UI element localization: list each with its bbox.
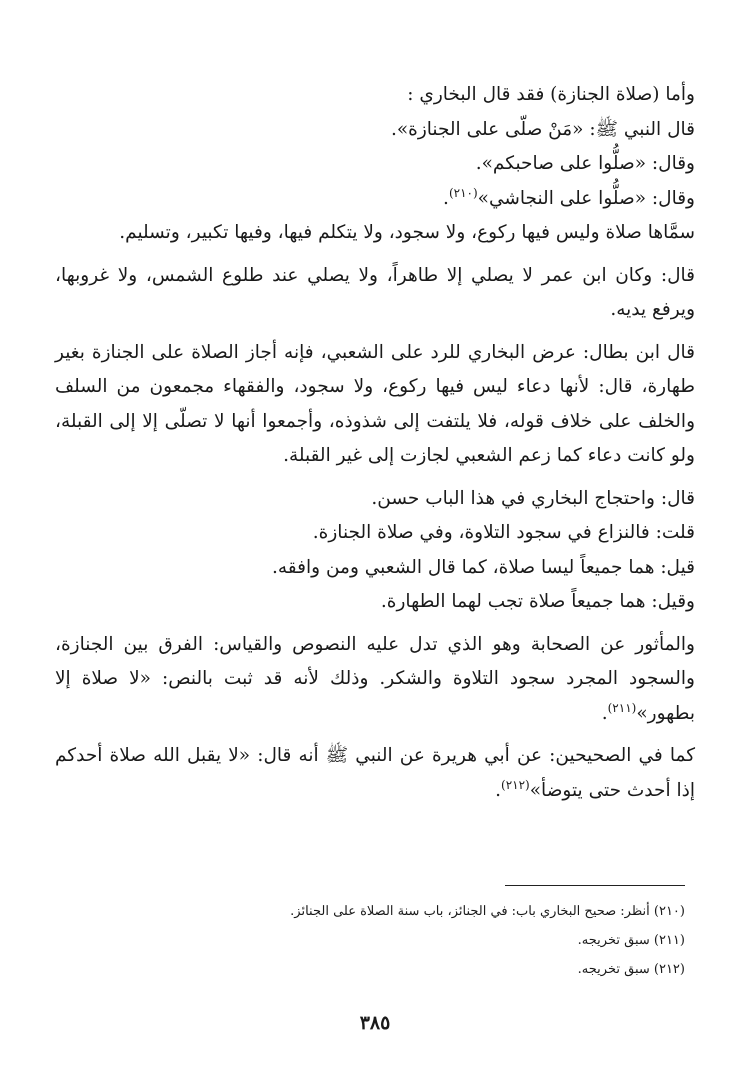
paragraph [55,628,695,732]
paragraph: قيل: هما جميعاً ليسا صلاة، كما قال الشعبي ومن وافقه. [272,556,695,578]
paragraph-text: والمأثور عن الصحابة وهو الذي تدل عليه النصوص والقياس: الفرق بين الجنازة، والسجود المجرد سجود التلاوة والشكر. وذلك لأنه قد ثبت بالنص: «لا صلاة إلا بطهور» [55,633,695,724]
paragraph: قال: واحتجاج البخاري في هذا الباب حسن. [371,487,695,509]
paragraph-end: . [601,702,608,724]
footnote-ref[interactable]: (٢١٢) [501,777,530,792]
footnote-divider [505,885,685,886]
footnote: (٢١٢) سبق تخريجه. [577,962,685,977]
paragraph: وأما (صلاة الجنازة) فقد قال البخاري : [407,84,695,105]
paragraph [55,739,695,808]
paragraph: قلت: فالنزاع في سجود التلاوة، وفي صلاة الجنازة. [312,522,695,543]
paragraph-text: وقال: «صلُّوا على النجاشي» [477,187,695,209]
paragraph-end: . [443,187,449,209]
paragraph-text: كما في الصحيحين: عن أبي هريرة عن النبي ﷺ أنه قال: «لا يقبل الله صلاة أحدكم إذا أحدث حتى يتوضأ» [55,745,695,801]
footnote-ref[interactable]: (٢١٠) [448,185,478,200]
paragraph-end: . [495,779,502,801]
paragraph: وقال: «صلُّوا على صاحبكم». [475,153,695,174]
footnote: (٢١١) سبق تخريجه. [577,933,685,948]
footnote: (٢١٠) أنظر: صحيح البخاري باب: في الجنائز، باب سنة الصلاة على الجنائز. [290,904,685,919]
paragraph: قال النبي ﷺ: «مَنْ صلّى على الجنازة». [390,118,695,140]
paragraph: قال ابن بطال: عرض البخاري للرد على الشعبي، فإنه أجاز الصلاة على الجنازة بغير طهارة، قال: لأنها دعاء ليس فيها ركوع، ولا سجود، والفقهاء مجمعون من السلف والخلف على خلاف قوله، فلا يلتفت إلى شذوذه، وأجمعوا أنها لا تصلّى إلا إلى القبلة، ولو كانت دعاء كما زعم الشعبي لجازت إلى غير القبلة. [55,341,695,466]
footnote-ref[interactable]: (٢١١) [607,700,637,715]
paragraph: قال: وكان ابن عمر لا يصلي إلا طاهراً، ولا يصلي عند طلوع الشمس، ولا غروبها، ويرفع يديه. [55,264,695,320]
page-number: ٣٨٥ [359,1012,391,1034]
main-text [55,78,695,808]
paragraph [55,182,695,217]
paragraph: وقيل: هما جميعاً صلاة تجب لهما الطهارة. [380,591,695,612]
footnotes [65,897,685,984]
paragraph: سمَّاها صلاة وليس فيها ركوع، ولا سجود، ولا يتكلم فيها، وفيها تكبير، وتسليم. [119,222,695,243]
